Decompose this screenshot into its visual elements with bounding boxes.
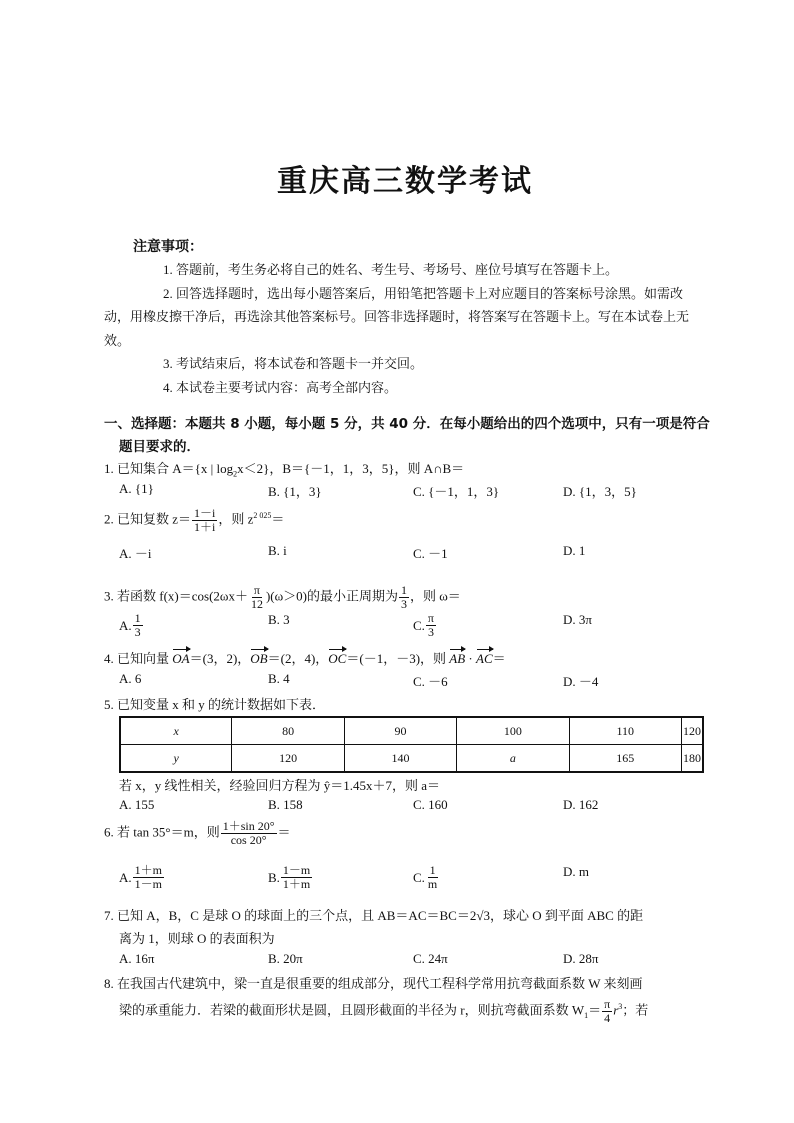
superscript: 3 (618, 1002, 623, 1012)
option-c: C. －6 (413, 674, 448, 689)
notice-heading: 注意事项： (133, 239, 203, 255)
table-cell: 180 (681, 745, 703, 773)
question-3-options (119, 612, 719, 642)
question-7-stem-line: 离为 1，则球 O 的表面积为 (119, 931, 275, 946)
numerator: 1 (401, 583, 407, 597)
option-d: D. 1 (563, 543, 586, 558)
denominator: 3 (401, 597, 407, 611)
option-b (268, 864, 313, 891)
option-b: B. i (268, 543, 287, 558)
vector: OA (172, 651, 190, 666)
option-label: B. (268, 869, 280, 885)
denominator: 4 (604, 1011, 611, 1025)
fraction (133, 612, 143, 639)
question-8-stem-line (119, 998, 648, 1025)
option-b: B. 4 (268, 671, 290, 686)
text: ＝ (492, 651, 506, 666)
notice-item: 4. 本试卷主要考试内容：高考全部内容。 (163, 379, 398, 395)
notice-item: 1. 答题前，考生务必将自己的姓名、考生号、考场号、座位号填写在答题卡上。 (163, 262, 619, 277)
text: ，则 ω＝ (410, 588, 461, 604)
text: ，则 z (218, 511, 254, 527)
denominator: 3 (427, 625, 434, 639)
table-cell: 80 (232, 717, 344, 745)
fraction (426, 612, 436, 639)
text: ＝ (588, 1002, 602, 1018)
text: ＝ (277, 824, 291, 840)
option-d: D. 162 (563, 797, 599, 812)
option-c (413, 612, 437, 639)
question-7-stem-line: 7. 已知 A，B，C 是球 O 的球面上的三个点，且 AB＝AC＝BC＝2√3，球心 O 到平面 ABC 的距 (104, 908, 644, 923)
exam-title: 重庆高三数学考试 (277, 164, 533, 199)
option-a (119, 612, 144, 639)
table-cell: 120 (232, 745, 344, 773)
numerator: π (604, 997, 611, 1011)
table-row (120, 745, 703, 773)
statistics-table (119, 716, 704, 773)
option-d: D. {1，3，5} (563, 484, 637, 499)
option-label: D. 3π (563, 612, 592, 627)
denominator: 1－m (134, 877, 162, 891)
option-label: A. (119, 617, 132, 633)
option-a: A. 16π (119, 951, 155, 966)
denominator: 1＋m (282, 877, 311, 891)
fraction (602, 998, 612, 1025)
denominator: 3 (134, 625, 141, 639)
option-c: C. 24π (413, 951, 448, 966)
question-8-stem-line: 8. 在我国古代建筑中，梁一直是很重要的组成部分，现代工程科学常用抗弯截面系数 W 来刻画 (104, 976, 643, 991)
text: ＝(－1，－3)，则 (346, 651, 450, 666)
notice-item: 3. 考试结束后，将本试卷和答题卡一并交回。 (163, 356, 424, 371)
numerator: 1－i (194, 506, 216, 520)
text: 3. 若函数 f(x)＝cos(2ωx＋ (104, 588, 248, 604)
table-row (120, 717, 703, 745)
option-d: D. 28π (563, 951, 599, 966)
question-6-options (119, 864, 719, 894)
vector: OC (328, 651, 347, 666)
numerator: 1＋m (134, 863, 162, 877)
question-4-stem (104, 648, 506, 667)
table-cell: 165 (569, 745, 681, 773)
option-c: C. {－1，1，3} (413, 484, 500, 499)
question-2-options (119, 543, 719, 573)
option-label: B. 3 (268, 612, 290, 627)
table-cell: 90 (344, 717, 456, 745)
option-c (413, 864, 440, 891)
numerator: 1＋sin 20° (222, 819, 275, 833)
table-cell: 110 (569, 717, 681, 745)
numerator: 1 (429, 863, 436, 877)
vector: AB (449, 651, 466, 666)
table-cell: y (120, 745, 232, 773)
option-a: A. －i (119, 546, 152, 561)
option-a: A. 6 (119, 671, 142, 686)
option-c: C. －1 (413, 546, 448, 561)
option-a: A. {1} (119, 481, 154, 496)
option-d: D. －4 (563, 674, 599, 689)
fraction (399, 584, 409, 611)
option-d (563, 864, 589, 880)
denominator: cos 20° (230, 833, 267, 847)
notice-list (104, 258, 704, 399)
fraction (192, 507, 217, 534)
option-label: A. (119, 869, 132, 885)
fraction (221, 820, 277, 847)
option-a (119, 864, 165, 891)
section-heading-line: 一、选择题：本题共 8 小题，每小题 5 分，共 40 分．在每小题给出的四个选项中，只有一项是符合 (104, 416, 710, 432)
option-d (563, 612, 592, 628)
text: ＝(2，4)， (267, 651, 329, 666)
table-cell: 120 (681, 717, 703, 745)
option-b: B. {1，3} (268, 484, 322, 499)
text: ；若 (622, 1002, 649, 1018)
numerator: π (253, 583, 260, 597)
text: · (465, 651, 477, 666)
text: ＝(3，2)， (189, 651, 251, 666)
option-b (268, 612, 290, 628)
section-heading-line: 题目要求的． (119, 439, 200, 455)
table-cell: 140 (344, 745, 456, 773)
numerator: π (427, 611, 434, 625)
question-5-stem: 5. 已知变量 x 和 y 的统计数据如下表． (104, 697, 326, 712)
vector: AC (476, 651, 493, 666)
text: )(ω＞0)的最小正周期为 (265, 588, 398, 604)
option-b: B. 158 (268, 797, 303, 812)
table-cell: x (120, 717, 232, 745)
table-cell: 100 (457, 717, 569, 745)
question-3-stem (104, 584, 461, 611)
fraction (281, 864, 312, 891)
text: ＝ (271, 511, 285, 527)
text: r (613, 1002, 619, 1018)
option-a: A. 155 (119, 797, 155, 812)
option-c: C. 160 (413, 797, 448, 812)
subscript: 2 (233, 469, 238, 479)
option-label: D. m (563, 864, 589, 879)
fraction (133, 864, 164, 891)
fraction (426, 864, 439, 891)
fraction (249, 584, 265, 611)
section-heading (104, 413, 714, 459)
superscript: 2 025 (253, 511, 272, 521)
option-label: C. (413, 617, 425, 633)
denominator: m (427, 877, 438, 891)
option-b: B. 20π (268, 951, 303, 966)
question-5-followup: 若 x，y 线性相关，经验回归方程为 ŷ＝1.45x＋7，则 a＝ (119, 778, 441, 793)
table-cell: a (457, 745, 569, 773)
subscript: 1 (584, 1011, 589, 1021)
question-6-stem (104, 820, 291, 847)
notice-item: 2. 回答选择题时，选出每小题答案后，用铅笔把答题卡上对应题目的答案标号涂黑。如需改动，用橡皮擦干净后，再选涂其他答案标号。回答非选择题时，将答案写在答题卡上。写在本试卷上无效。 (104, 285, 690, 348)
question-1-stem (104, 458, 464, 479)
text: 4. 已知向量 (104, 651, 173, 666)
text: 2. 已知复数 z＝ (104, 511, 192, 527)
text: x＜2}，B＝{－1，1，3，5}，则 A∩B＝ (237, 461, 465, 476)
text: 梁的承重能力．若梁的截面形状是圆，且圆形截面的半径为 r，则抗弯截面系数 W (119, 1002, 585, 1018)
text: 1. 已知集合 A＝{x | log (104, 461, 234, 476)
denominator: 12 (250, 597, 263, 611)
denominator: 1＋i (194, 520, 216, 534)
question-2-stem (104, 507, 284, 534)
text: 6. 若 tan 35°＝m，则 (104, 824, 220, 840)
option-label: C. (413, 869, 425, 885)
numerator: 1 (134, 611, 141, 625)
numerator: 1－m (282, 863, 311, 877)
vector: OB (250, 651, 268, 666)
